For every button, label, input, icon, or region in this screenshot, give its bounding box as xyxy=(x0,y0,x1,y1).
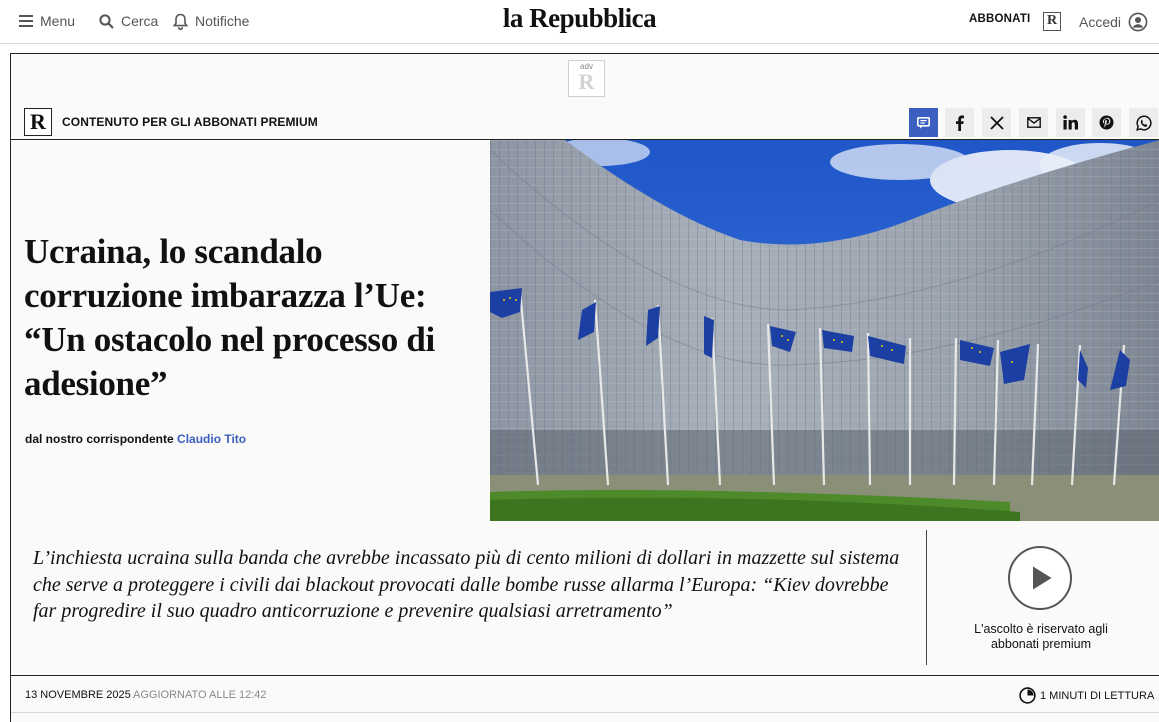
menu-button[interactable] xyxy=(19,12,75,30)
play-icon xyxy=(1031,565,1053,591)
share-pinterest-button[interactable] xyxy=(1092,108,1121,137)
ad-placeholder[interactable] xyxy=(568,60,605,97)
x-icon xyxy=(990,116,1004,130)
headline-column xyxy=(11,140,490,521)
premium-bar xyxy=(11,101,1159,140)
pinterest-icon xyxy=(1099,115,1114,130)
share-x-button[interactable] xyxy=(982,108,1011,137)
publish-date: 13 NOVEMBRE 2025 xyxy=(25,689,131,701)
ad-logo: R xyxy=(578,69,595,94)
hero-image xyxy=(490,140,1159,521)
share-email-button[interactable] xyxy=(1019,108,1048,137)
comment-icon xyxy=(917,117,930,129)
share-whatsapp-button[interactable] xyxy=(1129,108,1158,137)
audio-divider xyxy=(926,530,927,665)
premium-content-label: CONTENUTO PER GLI ABBONATI PREMIUM xyxy=(62,115,318,129)
byline xyxy=(25,432,246,446)
site-logo[interactable]: la Repubblica xyxy=(502,3,657,33)
login-label: Accedi xyxy=(1079,14,1122,30)
updated-time: AGGIORNATO ALLE 12:42 xyxy=(133,689,267,701)
linkedin-icon xyxy=(1063,115,1078,130)
site-header xyxy=(0,0,1159,44)
bell-icon xyxy=(173,13,188,30)
audio-premium-notice: L'ascolto è riservato agli abbonati premium xyxy=(974,622,1108,651)
reading-time xyxy=(1019,687,1154,704)
comment-button[interactable] xyxy=(909,108,938,137)
article-frame xyxy=(10,53,1159,722)
reading-time-label: 1 MINUTI DI LETTURA xyxy=(1040,689,1155,702)
user-icon xyxy=(1128,12,1148,32)
subscribers-link[interactable]: ABBONATI xyxy=(969,13,1031,25)
notifications-label: Notifiche xyxy=(195,13,250,29)
whatsapp-icon xyxy=(1136,115,1152,131)
menu-label: Menu xyxy=(40,13,76,29)
premium-r-badge[interactable]: R xyxy=(1043,12,1061,31)
search-button[interactable] xyxy=(99,12,158,30)
clock-icon xyxy=(1019,687,1036,704)
berlaymont-building-photo xyxy=(490,140,1159,521)
notifications-button[interactable] xyxy=(173,12,249,30)
premium-badge: R xyxy=(24,108,52,136)
article-meta-bar xyxy=(11,675,1159,713)
search-label: Cerca xyxy=(121,13,159,29)
email-icon xyxy=(1027,117,1041,128)
search-icon xyxy=(99,14,114,29)
article-headline: Ucraina, lo scandalo corruzione imbarazza l’Ue: “Un ostacolo nel processo di adesione” xyxy=(24,232,435,403)
author-link[interactable]: Claudio Tito xyxy=(177,432,247,446)
ad-label: adv xyxy=(580,62,593,71)
share-facebook-button[interactable] xyxy=(945,108,974,137)
byline-prefix: dal nostro corrispondente xyxy=(25,432,174,446)
hamburger-icon xyxy=(19,15,33,27)
article-summary: L’inchiesta ucraina sulla banda che avrebbe incassato più di cento milioni di dollari in mazzette sul sistema che serve a proteggere i civili dai blackout provocati dalle bombe russe allarma l’Europa: “Kiev dovrebbe far progredire il suo quadro anticorruzione e prevenire qualsiasi arretramento” xyxy=(33,547,900,622)
share-linkedin-button[interactable] xyxy=(1056,108,1085,137)
audio-play-button[interactable] xyxy=(1008,546,1072,610)
login-button[interactable] xyxy=(1079,12,1148,32)
facebook-icon xyxy=(955,115,964,131)
